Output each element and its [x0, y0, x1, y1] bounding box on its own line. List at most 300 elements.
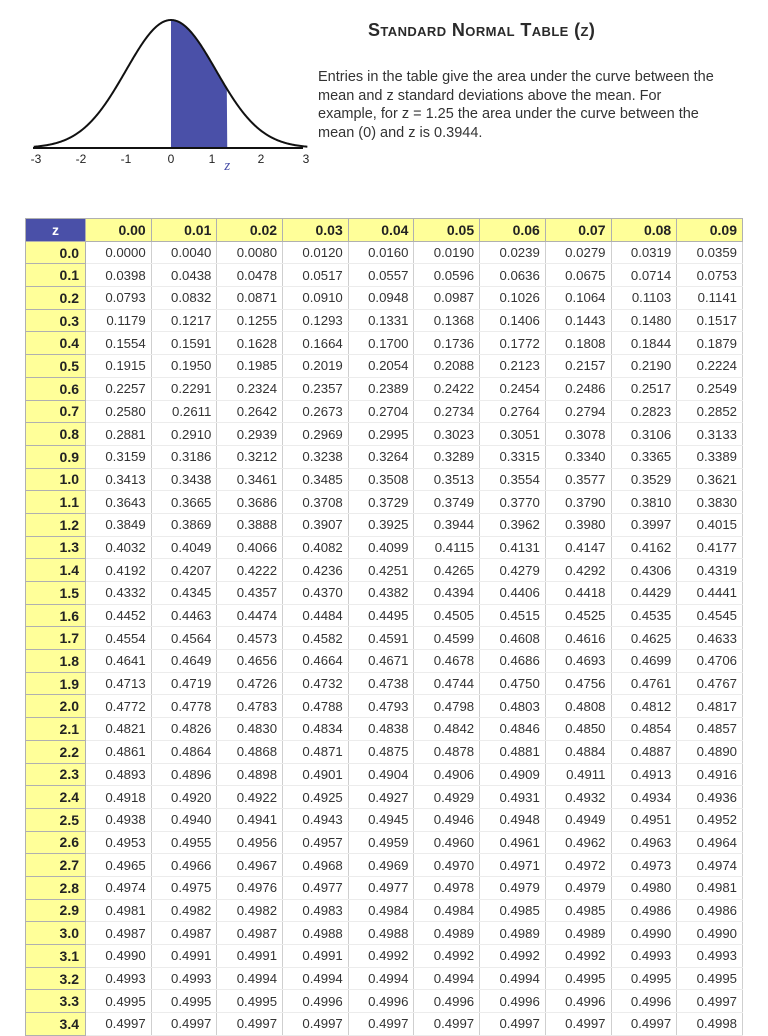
table-cell: 0.2157 — [545, 355, 611, 378]
table-row — [26, 922, 743, 945]
table-cell: 0.4989 — [480, 922, 546, 945]
table-cell: 0.4991 — [217, 945, 283, 968]
table-cell: 0.2673 — [283, 400, 349, 423]
table-cell: 0.4977 — [348, 876, 414, 899]
table-cell: 0.3508 — [348, 468, 414, 491]
table-cell: 0.3315 — [480, 445, 546, 468]
table-cell: 0.3554 — [480, 468, 546, 491]
table-cell: 0.4474 — [217, 604, 283, 627]
table-cell: 0.1736 — [414, 332, 480, 355]
row-header-z: 1.9 — [26, 672, 86, 695]
table-cell: 0.4177 — [677, 536, 743, 559]
table-cell: 0.4995 — [151, 990, 217, 1013]
table-cell: 0.4649 — [151, 650, 217, 673]
table-cell: 0.2088 — [414, 355, 480, 378]
table-cell: 0.4997 — [217, 1013, 283, 1036]
row-header-z: 0.7 — [26, 400, 86, 423]
table-cell: 0.4988 — [348, 922, 414, 945]
table-cell: 0.4693 — [545, 650, 611, 673]
table-cell: 0.4678 — [414, 650, 480, 673]
table-cell: 0.4987 — [151, 922, 217, 945]
table-cell: 0.4812 — [611, 695, 677, 718]
table-cell: 0.4525 — [545, 604, 611, 627]
table-cell: 0.4319 — [677, 559, 743, 582]
table-cell: 0.2939 — [217, 423, 283, 446]
table-cell: 0.4732 — [283, 672, 349, 695]
table-cell: 0.1255 — [217, 309, 283, 332]
table-cell: 0.4970 — [414, 854, 480, 877]
table-cell: 0.2422 — [414, 377, 480, 400]
table-cell: 0.1293 — [283, 309, 349, 332]
table-cell: 0.2852 — [677, 400, 743, 423]
row-header-z: 1.4 — [26, 559, 86, 582]
table-cell: 0.2486 — [545, 377, 611, 400]
table-cell: 0.4738 — [348, 672, 414, 695]
table-body — [26, 241, 743, 1035]
table-cell: 0.4982 — [151, 899, 217, 922]
table-cell: 0.4429 — [611, 582, 677, 605]
table-cell: 0.4554 — [86, 627, 152, 650]
table-cell: 0.3264 — [348, 445, 414, 468]
table-cell: 0.4955 — [151, 831, 217, 854]
tick-label: -1 — [120, 152, 132, 166]
row-header-z: 3.0 — [26, 922, 86, 945]
table-cell: 0.3051 — [480, 423, 546, 446]
table-cell: 0.4951 — [611, 808, 677, 831]
table-cell: 0.4992 — [414, 945, 480, 968]
table-cell: 0.4015 — [677, 513, 743, 536]
table-cell: 0.1331 — [348, 309, 414, 332]
table-row — [26, 945, 743, 968]
table-cell: 0.4962 — [545, 831, 611, 854]
table-cell: 0.4990 — [677, 922, 743, 945]
tick-label: 2 — [257, 152, 265, 166]
table-cell: 0.4898 — [217, 763, 283, 786]
table-cell: 0.4998 — [677, 1013, 743, 1036]
table-cell: 0.4884 — [545, 740, 611, 763]
row-header-z: 1.1 — [26, 491, 86, 514]
table-cell: 0.4913 — [611, 763, 677, 786]
row-header-z: 1.0 — [26, 468, 86, 491]
table-cell: 0.4994 — [414, 967, 480, 990]
table-cell: 0.3980 — [545, 513, 611, 536]
table-cell: 0.2324 — [217, 377, 283, 400]
table-cell: 0.4974 — [86, 876, 152, 899]
table-cell: 0.4997 — [283, 1013, 349, 1036]
table-row — [26, 491, 743, 514]
table-cell: 0.4953 — [86, 831, 152, 854]
table-cell: 0.3485 — [283, 468, 349, 491]
table-cell: 0.4162 — [611, 536, 677, 559]
table-cell: 0.4931 — [480, 786, 546, 809]
z-corner-header: z — [26, 219, 86, 242]
table-cell: 0.3577 — [545, 468, 611, 491]
table-cell: 0.4922 — [217, 786, 283, 809]
table-cell: 0.4995 — [611, 967, 677, 990]
table-cell: 0.4505 — [414, 604, 480, 627]
table-cell: 0.3106 — [611, 423, 677, 446]
table-cell: 0.3212 — [217, 445, 283, 468]
table-row — [26, 445, 743, 468]
table-cell: 0.4946 — [414, 808, 480, 831]
table-cell: 0.1554 — [86, 332, 152, 355]
table-row — [26, 763, 743, 786]
column-header: 0.06 — [480, 219, 546, 242]
table-cell: 0.4861 — [86, 740, 152, 763]
table-cell: 0.4418 — [545, 582, 611, 605]
table-cell: 0.2291 — [151, 377, 217, 400]
table-cell: 0.2704 — [348, 400, 414, 423]
table-cell: 0.3621 — [677, 468, 743, 491]
table-cell: 0.4066 — [217, 536, 283, 559]
table-cell: 0.4192 — [86, 559, 152, 582]
column-header: 0.00 — [86, 219, 152, 242]
table-row — [26, 241, 743, 264]
table-row — [26, 582, 743, 605]
table-cell: 0.4929 — [414, 786, 480, 809]
table-cell: 0.4932 — [545, 786, 611, 809]
table-cell: 0.4756 — [545, 672, 611, 695]
table-cell: 0.1950 — [151, 355, 217, 378]
table-cell: 0.4960 — [414, 831, 480, 854]
table-row — [26, 854, 743, 877]
table-cell: 0.4995 — [86, 990, 152, 1013]
table-row — [26, 355, 743, 378]
row-header-z: 0.4 — [26, 332, 86, 355]
table-cell: 0.4904 — [348, 763, 414, 786]
table-cell: 0.2019 — [283, 355, 349, 378]
table-cell: 0.4984 — [348, 899, 414, 922]
table-cell: 0.4452 — [86, 604, 152, 627]
table-cell: 0.4881 — [480, 740, 546, 763]
table-cell: 0.2580 — [86, 400, 152, 423]
z-marker-label: z — [224, 158, 231, 174]
table-cell: 0.0753 — [677, 264, 743, 287]
table-cell: 0.3289 — [414, 445, 480, 468]
table-cell: 0.4971 — [480, 854, 546, 877]
table-cell: 0.4996 — [545, 990, 611, 1013]
table-cell: 0.4830 — [217, 718, 283, 741]
column-header: 0.04 — [348, 219, 414, 242]
table-cell: 0.4994 — [348, 967, 414, 990]
table-cell: 0.1591 — [151, 332, 217, 355]
table-cell: 0.2734 — [414, 400, 480, 423]
table-cell: 0.4808 — [545, 695, 611, 718]
table-cell: 0.4834 — [283, 718, 349, 741]
table-cell: 0.4545 — [677, 604, 743, 627]
table-cell: 0.4963 — [611, 831, 677, 854]
row-header-z: 0.3 — [26, 309, 86, 332]
table-cell: 0.4994 — [283, 967, 349, 990]
table-cell: 0.4854 — [611, 718, 677, 741]
table-cell: 0.1517 — [677, 309, 743, 332]
table-cell: 0.3997 — [611, 513, 677, 536]
table-cell: 0.4989 — [545, 922, 611, 945]
table-cell: 0.4948 — [480, 808, 546, 831]
table-cell: 0.4977 — [283, 876, 349, 899]
table-cell: 0.4251 — [348, 559, 414, 582]
tick-label: 0 — [167, 152, 175, 166]
table-cell: 0.4767 — [677, 672, 743, 695]
table-row — [26, 377, 743, 400]
row-header-z: 2.9 — [26, 899, 86, 922]
table-cell: 0.4992 — [480, 945, 546, 968]
table-cell: 0.4599 — [414, 627, 480, 650]
row-header-z: 1.2 — [26, 513, 86, 536]
row-header-z: 2.5 — [26, 808, 86, 831]
table-cell: 0.1879 — [677, 332, 743, 355]
table-cell: 0.3888 — [217, 513, 283, 536]
row-header-z: 0.9 — [26, 445, 86, 468]
table-cell: 0.4744 — [414, 672, 480, 695]
table-row — [26, 264, 743, 287]
table-cell: 0.2190 — [611, 355, 677, 378]
table-cell: 0.4591 — [348, 627, 414, 650]
table-cell: 0.4945 — [348, 808, 414, 831]
table-cell: 0.4941 — [217, 808, 283, 831]
table-row — [26, 695, 743, 718]
table-cell: 0.4949 — [545, 808, 611, 831]
table-cell: 0.4956 — [217, 831, 283, 854]
table-cell: 0.3159 — [86, 445, 152, 468]
row-header-z: 1.3 — [26, 536, 86, 559]
table-cell: 0.4995 — [677, 967, 743, 990]
table-cell: 0.4846 — [480, 718, 546, 741]
table-cell: 0.3023 — [414, 423, 480, 446]
table-cell: 0.4973 — [611, 854, 677, 877]
table-cell: 0.1628 — [217, 332, 283, 355]
table-cell: 0.0359 — [677, 241, 743, 264]
table-cell: 0.4625 — [611, 627, 677, 650]
table-cell: 0.4993 — [151, 967, 217, 990]
row-header-z: 2.4 — [26, 786, 86, 809]
table-cell: 0.4992 — [348, 945, 414, 968]
table-cell: 0.3643 — [86, 491, 152, 514]
table-cell: 0.4345 — [151, 582, 217, 605]
table-cell: 0.0000 — [86, 241, 152, 264]
table-cell: 0.4968 — [283, 854, 349, 877]
table-cell: 0.0319 — [611, 241, 677, 264]
table-cell: 0.4982 — [217, 899, 283, 922]
column-header: 0.08 — [611, 219, 677, 242]
table-cell: 0.4906 — [414, 763, 480, 786]
table-row — [26, 672, 743, 695]
table-cell: 0.4850 — [545, 718, 611, 741]
table-cell: 0.1700 — [348, 332, 414, 355]
table-cell: 0.4864 — [151, 740, 217, 763]
table-cell: 0.3438 — [151, 468, 217, 491]
table-cell: 0.4821 — [86, 718, 152, 741]
table-cell: 0.4306 — [611, 559, 677, 582]
row-header-z: 2.6 — [26, 831, 86, 854]
table-row — [26, 718, 743, 741]
table-cell: 0.4983 — [283, 899, 349, 922]
table-cell: 0.1480 — [611, 309, 677, 332]
table-cell: 0.4207 — [151, 559, 217, 582]
table-cell: 0.4842 — [414, 718, 480, 741]
table-cell: 0.4582 — [283, 627, 349, 650]
table-cell: 0.4969 — [348, 854, 414, 877]
table-cell: 0.3708 — [283, 491, 349, 514]
table-cell: 0.4573 — [217, 627, 283, 650]
table-cell: 0.3238 — [283, 445, 349, 468]
table-cell: 0.0040 — [151, 241, 217, 264]
table-cell: 0.4986 — [677, 899, 743, 922]
row-header-z: 1.5 — [26, 582, 86, 605]
page-title: Standard Normal Table (z) — [368, 20, 596, 40]
shaded-area — [171, 20, 227, 148]
table-cell: 0.4994 — [480, 967, 546, 990]
table-cell: 0.4515 — [480, 604, 546, 627]
column-header: 0.01 — [151, 219, 217, 242]
table-cell: 0.4082 — [283, 536, 349, 559]
table-cell: 0.4788 — [283, 695, 349, 718]
table-cell: 0.3186 — [151, 445, 217, 468]
table-cell: 0.4997 — [86, 1013, 152, 1036]
table-cell: 0.4893 — [86, 763, 152, 786]
table-cell: 0.4996 — [414, 990, 480, 1013]
row-header-z: 2.8 — [26, 876, 86, 899]
table-cell: 0.2389 — [348, 377, 414, 400]
column-header: 0.03 — [283, 219, 349, 242]
table-cell: 0.4783 — [217, 695, 283, 718]
table-row — [26, 559, 743, 582]
table-cell: 0.3962 — [480, 513, 546, 536]
table-cell: 0.4974 — [677, 854, 743, 877]
table-row — [26, 831, 743, 854]
table-cell: 0.4985 — [545, 899, 611, 922]
table-row — [26, 287, 743, 310]
table-cell: 0.4887 — [611, 740, 677, 763]
table-cell: 0.0832 — [151, 287, 217, 310]
table-cell: 0.4332 — [86, 582, 152, 605]
table-cell: 0.0596 — [414, 264, 480, 287]
row-header-z: 2.2 — [26, 740, 86, 763]
table-cell: 0.4957 — [283, 831, 349, 854]
table-cell: 0.4936 — [677, 786, 743, 809]
table-cell: 0.4979 — [480, 876, 546, 899]
row-header-z: 3.1 — [26, 945, 86, 968]
row-header-z: 3.2 — [26, 967, 86, 990]
table-cell: 0.2764 — [480, 400, 546, 423]
table-cell: 0.0793 — [86, 287, 152, 310]
table-cell: 0.4987 — [86, 922, 152, 945]
table-cell: 0.4991 — [151, 945, 217, 968]
table-cell: 0.3078 — [545, 423, 611, 446]
table-cell: 0.4981 — [86, 899, 152, 922]
table-cell: 0.1026 — [480, 287, 546, 310]
table-cell: 0.4997 — [480, 1013, 546, 1036]
table-cell: 0.4817 — [677, 695, 743, 718]
table-cell: 0.0239 — [480, 241, 546, 264]
table-cell: 0.4868 — [217, 740, 283, 763]
table-cell: 0.2995 — [348, 423, 414, 446]
row-header-z: 2.1 — [26, 718, 86, 741]
table-cell: 0.4099 — [348, 536, 414, 559]
column-header: 0.07 — [545, 219, 611, 242]
table-cell: 0.4918 — [86, 786, 152, 809]
table-cell: 0.4357 — [217, 582, 283, 605]
tick-label: -2 — [75, 152, 87, 166]
table-cell: 0.4972 — [545, 854, 611, 877]
table-cell: 0.2517 — [611, 377, 677, 400]
table-cell: 0.0910 — [283, 287, 349, 310]
tick-label: 3 — [302, 152, 310, 166]
table-cell: 0.4994 — [217, 967, 283, 990]
table-cell: 0.0080 — [217, 241, 283, 264]
table-cell: 0.4993 — [611, 945, 677, 968]
normal-curve-figure — [28, 8, 308, 178]
table-cell: 0.4131 — [480, 536, 546, 559]
table-cell: 0.2823 — [611, 400, 677, 423]
column-header: 0.02 — [217, 219, 283, 242]
table-cell: 0.4772 — [86, 695, 152, 718]
table-cell: 0.4997 — [348, 1013, 414, 1036]
row-header-z: 2.0 — [26, 695, 86, 718]
table-cell: 0.4793 — [348, 695, 414, 718]
table-cell: 0.4382 — [348, 582, 414, 605]
table-cell: 0.2881 — [86, 423, 152, 446]
table-cell: 0.4990 — [611, 922, 677, 945]
table-cell: 0.4996 — [480, 990, 546, 1013]
table-cell: 0.0517 — [283, 264, 349, 287]
table-cell: 0.2224 — [677, 355, 743, 378]
table-cell: 0.1844 — [611, 332, 677, 355]
table-cell: 0.4985 — [480, 899, 546, 922]
table-row — [26, 967, 743, 990]
table-cell: 0.4803 — [480, 695, 546, 718]
table-cell: 0.4967 — [217, 854, 283, 877]
table-row — [26, 650, 743, 673]
table-cell: 0.4978 — [414, 876, 480, 899]
table-cell: 0.4265 — [414, 559, 480, 582]
table-cell: 0.4761 — [611, 672, 677, 695]
table-cell: 0.4292 — [545, 559, 611, 582]
table-row — [26, 400, 743, 423]
table-cell: 0.4441 — [677, 582, 743, 605]
table-cell: 0.4279 — [480, 559, 546, 582]
table-cell: 0.4875 — [348, 740, 414, 763]
table-cell: 0.4925 — [283, 786, 349, 809]
table-cell: 0.1915 — [86, 355, 152, 378]
table-cell: 0.4664 — [283, 650, 349, 673]
table-cell: 0.3513 — [414, 468, 480, 491]
table-cell: 0.3133 — [677, 423, 743, 446]
table-cell: 0.3749 — [414, 491, 480, 514]
table-cell: 0.2910 — [151, 423, 217, 446]
table-cell: 0.3365 — [611, 445, 677, 468]
table-cell: 0.4633 — [677, 627, 743, 650]
table-cell: 0.4699 — [611, 650, 677, 673]
row-header-z: 2.7 — [26, 854, 86, 877]
table-cell: 0.2969 — [283, 423, 349, 446]
table-row — [26, 627, 743, 650]
table-cell: 0.4995 — [545, 967, 611, 990]
table-cell: 0.4750 — [480, 672, 546, 695]
row-header-z: 0.2 — [26, 287, 86, 310]
table-cell: 0.4484 — [283, 604, 349, 627]
table-cell: 0.4952 — [677, 808, 743, 831]
table-cell: 0.4608 — [480, 627, 546, 650]
row-header-z: 0.0 — [26, 241, 86, 264]
table-cell: 0.4911 — [545, 763, 611, 786]
table-description: Entries in the table give the area under the curve between the mean and z standard deviations above the mean. For example, for z = 1.25 the area under the curve between the mean (0) and z is 0.3944. — [318, 69, 714, 141]
table-cell: 0.0279 — [545, 241, 611, 264]
table-cell: 0.1217 — [151, 309, 217, 332]
table-cell: 0.4979 — [545, 876, 611, 899]
header-row — [26, 219, 743, 242]
table-row — [26, 536, 743, 559]
